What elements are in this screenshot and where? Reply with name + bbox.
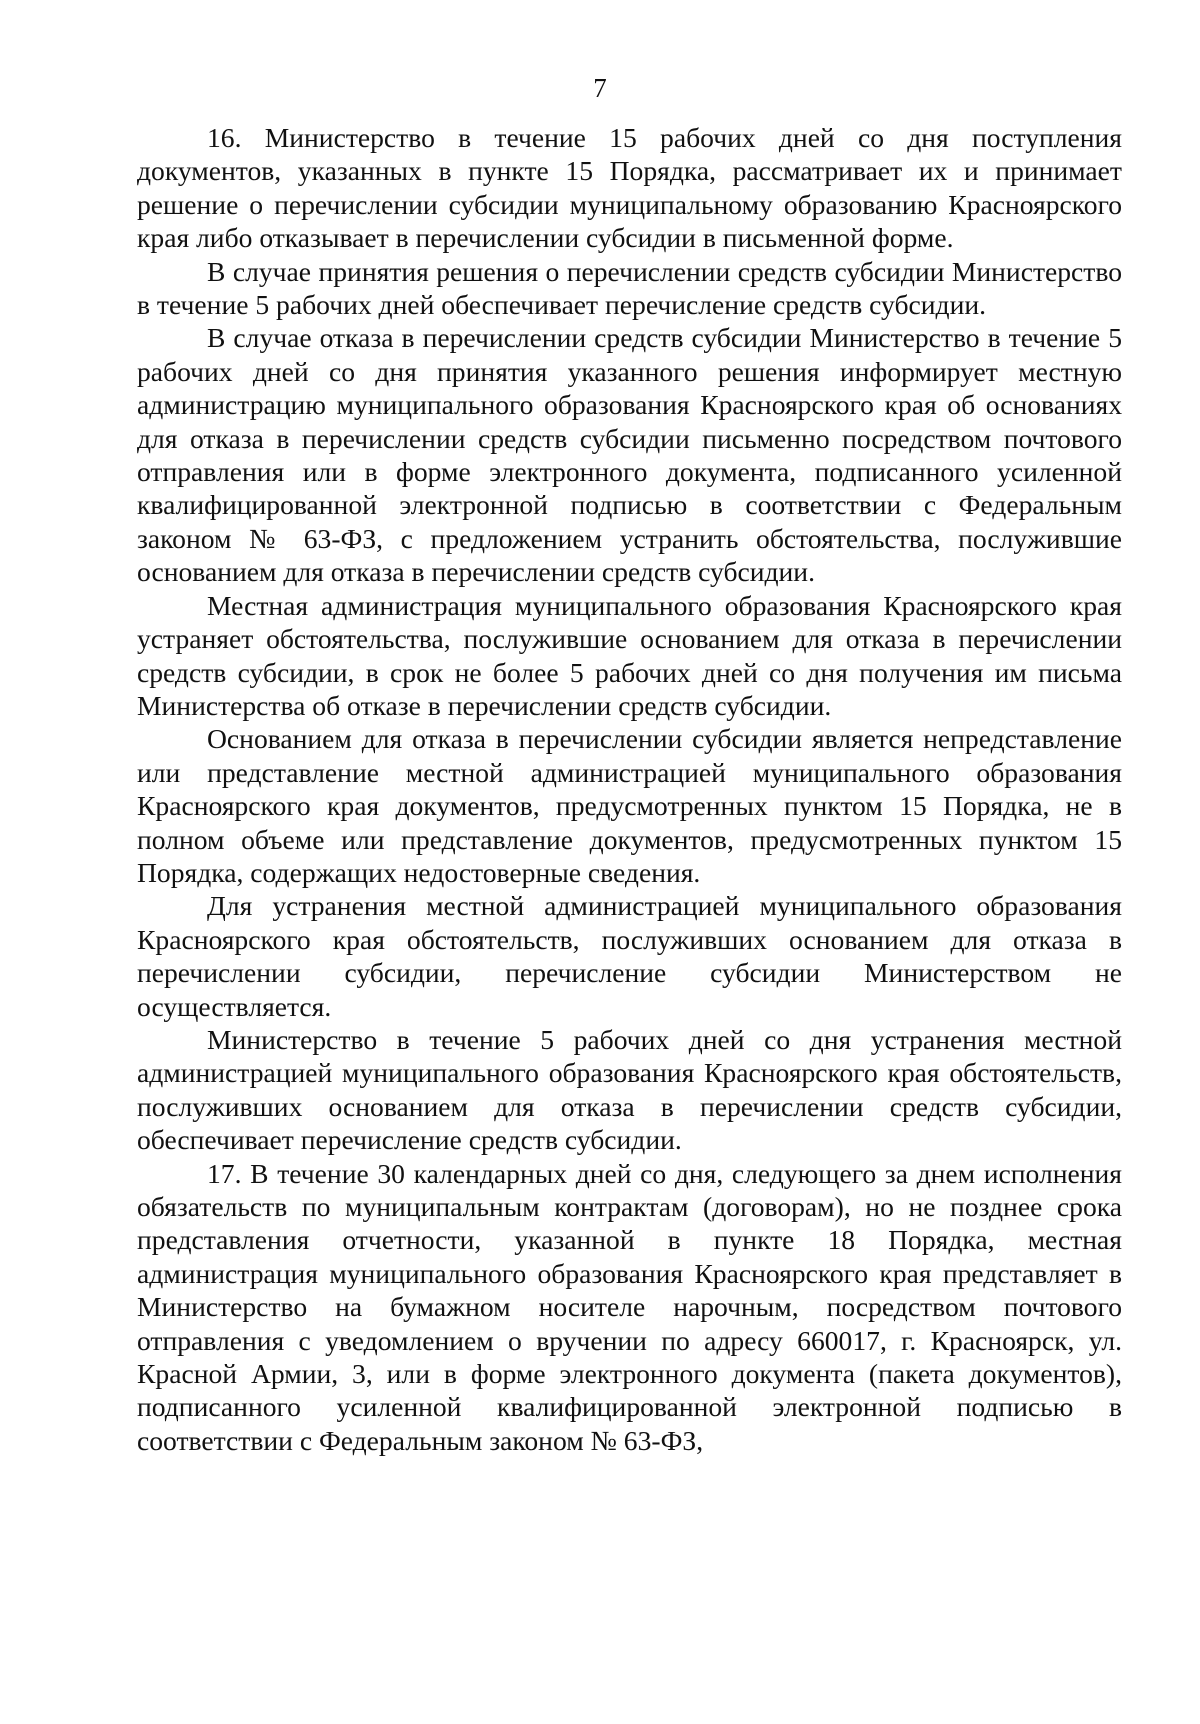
paragraph-no-transfer-until-remedy: Для устранения местной администрацией муниципального образования Красноярского края обстоятельств, послуживших основанием для отказа в перечислении субсидии, перечисление субсидии Министерством не осуществляется. [137, 890, 1122, 1022]
paragraph-decision-transfer: В случае принятия решения о перечислении средств субсидии Министерство в течение 5 рабочих дней обеспечивает перечисление средств субсидии. [137, 255, 1122, 321]
page-number: 7 [593, 73, 607, 103]
paragraph-refusal-grounds: Основанием для отказа в перечислении субсидии является непредставление или представление местной администрацией муниципального образования Красноярского края документов, предусмотренных пунктом 15 Порядка, не в полном объеме или представление документов, предусмотренных пунктом 15 Порядка, содержащих недостоверные сведения. [137, 723, 1122, 888]
paragraph-transfer-after-remedy: Министерство в течение 5 рабочих дней со дня устранения местной администрацией муниципального образования Красноярского края обстоятельств, послуживших основанием для отказа в перечислении средств субсидии, обеспечивает перечисление средств субсидии. [137, 1023, 1122, 1156]
paragraph-17: 17. В течение 30 календарных дней со дня, следующего за днем исполнения обязательств по муниципальным контрактам (договорам), но не позднее срока представления отчетности, указанной в пункте 18 Порядка, местная администрация муниципального образования Красноярского края представляет в Министерство на бумажном носителе нарочным, посредством почтового отправления с уведомлением о вручении по адресу 660017, г. Красноярск, ул. Красной Армии, 3, или в форме электронного документа (пакета документов), подписанного усиленной квалифицированной электронной подписью в соответствии с Федеральным законом № 63-ФЗ, [137, 1157, 1122, 1456]
document-body [137, 121, 1122, 1457]
paragraph-refusal-notice: В случае отказа в перечислении средств субсидии Министерство в течение 5 рабочих дней со дня принятия указанного решения информирует местную администрацию муниципального образования Красноярского края об основаниях для отказа в перечислении средств субсидии письменно посредством почтового отправления или в форме электронного документа, подписанного усиленной квалифицированной электронной подписью в соответствии с Федеральным законом № 63-ФЗ, с предложением устранить обстоятельства, послужившие основанием для отказа в перечислении средств субсидии. [137, 322, 1122, 588]
paragraph-16: 16. Министерство в течение 15 рабочих дней со дня поступления документов, указанных в пункте 15 Порядка, рассматривает их и принимает решение о перечислении субсидии муниципальному образованию Красноярского края либо отказывает в перечислении субсидии в письменной форме. [137, 122, 1122, 254]
paragraph-administration-remedy: Местная администрация муниципального образования Красноярского края устраняет обстоятельства, послужившие основанием для отказа в перечислении средств субсидии, в срок не более 5 рабочих дней со дня получения им письма Министерства об отказе в перечислении средств субсидии. [137, 589, 1122, 721]
